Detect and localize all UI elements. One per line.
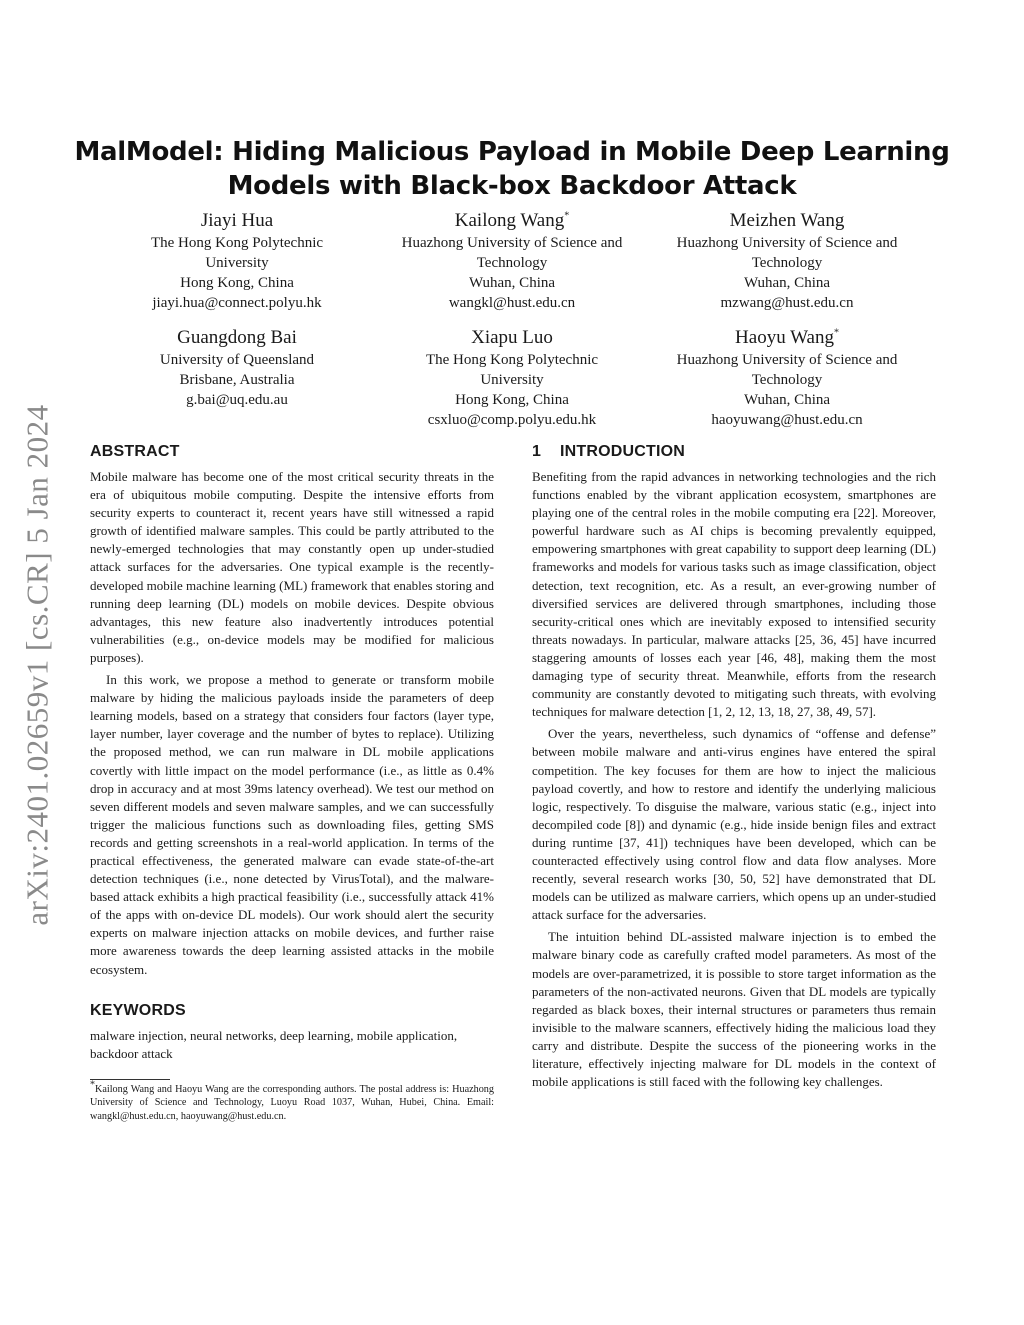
author-location: Brisbane, Australia [179, 372, 295, 388]
author-block [362, 325, 662, 430]
author-email: csxluo@comp.polyu.edu.hk [427, 412, 597, 428]
left-column [90, 442, 494, 1123]
author-affiliation-cont: University [480, 372, 544, 388]
author-affiliation: Huazhong University of Science and [676, 352, 898, 368]
abstract-paragraph: Mobile malware has become one of the most critical security threats in the era of ubiquitous mobile computing. Despite the intensive efforts from security experts to counteract it, recent years have still witnessed a rapid growth of identified malware samples. This could be partly attributed to the newly-emerged technologies that may constantly open up under-studied attack surfaces for the adversaries. One typical example is the recently-developed mobile machine learning (ML) framework that enables storing and running deep learning (DL) models on mobile devices. Despite obvious advantages, this new feature also inadvertently introduces potential vulnerabilities (e.g., on-device models may be modified for malicious purposes). [90, 469, 494, 665]
author-block [637, 325, 937, 430]
author-affiliation: The Hong Kong Polytechnic [425, 352, 599, 368]
author-block [87, 325, 387, 410]
author-email: g.bai@uq.edu.au [186, 392, 288, 408]
author-email: haoyuwang@hust.edu.cn [711, 412, 863, 428]
author-location: Wuhan, China [743, 275, 831, 291]
author-affiliation: The Hong Kong Polytechnic [150, 235, 324, 251]
paper-title: MalModel: Hiding Malicious Payload in Mobile Deep Learning Models with Black-box Backdoor Attack [74, 137, 950, 201]
author-name: Xiapu Luo [471, 327, 553, 348]
author-affiliation-cont: Technology [476, 255, 548, 271]
author-block [87, 208, 387, 313]
author-affiliation-cont: University [205, 255, 269, 271]
intro-paragraph: The intuition behind DL-assisted malware injection is to embed the malware binary code as carefully crafted model parameters. As most of the models are over-parametrized, it is possible to store target information as the parameters of the non-activated neurons. Given that DL models are typically regarded as black boxes, their internal structures or parameters thus remain invisible to the malware scanners, effectively hiding the malicious load they carry and distribute. Despite the success of the pioneering works in the literature, effectively injecting malware for DL models in the context of mobile applications is still faced with the following key challenges. [532, 929, 936, 1090]
author-name: Jiayi Hua [200, 210, 274, 231]
author-location: Wuhan, China [468, 275, 556, 291]
author-name: Kailong Wang* [454, 210, 570, 231]
author-location: Wuhan, China [743, 392, 831, 408]
intro-paragraph: Benefiting from the rapid advances in networking technologies and the rich functions enabled by the vibrant application ecosystem, smartphones are playing one of the central roles in the mobile computing era [22]. Moreover, powerful hardware such as AI chips is becoming prevalently equipped, empowering smartphones with great capability to support deep learning (DL) frameworks and models for various tasks such as image classification, object detection, text recognition, etc. As a result, an ever-growing number of diversified services are delivered through smartphones, including those security-critical ones which are inevitably exposed to intensified security threats nowadays. In particular, malware attacks [25, 36, 45] have incurred staggering amounts of losses each year [46, 48], making them the most damaging type of security threat. Meanwhile, efforts from the research community are constantly devoted to mitigating such threats, with evolving techniques for malware detection [1, 2, 12, 13, 18, 27, 38, 49, 57]. [532, 469, 936, 720]
author-email: wangkl@hust.edu.cn [448, 295, 576, 311]
abstract-paragraph: In this work, we propose a method to generate or transform mobile malware by hiding the malicious payloads inside the parameters of deep learning models, based on a strategy that considers four factors (layer type, layer number, layer coverage and the number of bytes to replace). Utilizing the proposed method, we can run malware in DL mobile applications covertly with little impact on the model performance (i.e., as little as 0.4% drop in accuracy and at most 39ms latency overhead). We test our method on seven different models and seven malware samples, and we can successfully trigger the malicious functions such as downloading files, getting SMS records and getting screenshots in a real-world application. In terms of the practical effectiveness, the generated malware can evade state-of-the-art detection techniques (i.e., none detected by VirusTotal), and the malware-based attack exhibits a high practical feasibility (i.e., successfully attack 41% of the apps with on-device DL models). Our work should alert the security experts on malware injection attacks on mobile devices, and further raise more awareness towards the deep learning assisted attacks in the mobile ecosystem. [90, 672, 494, 977]
author-affiliation: Huazhong University of Science and [676, 235, 898, 251]
author-affiliation: Huazhong University of Science and [401, 235, 623, 251]
author-affiliation-cont: Technology [751, 255, 823, 271]
author-affiliation-cont: Technology [751, 372, 823, 388]
keywords-text: malware injection, neural networks, deep learning, mobile application, backdoor attack [90, 1027, 458, 1061]
author-location: Hong Kong, China [455, 392, 569, 408]
author-block [637, 208, 937, 313]
keywords-heading: KEYWORDS [90, 1001, 186, 1019]
arxiv-identifier [14, 370, 62, 960]
section-title: INTRODUCTION [560, 443, 686, 460]
introduction-heading [532, 442, 936, 462]
section-number: 1 [532, 443, 542, 460]
right-column [532, 442, 936, 1095]
abstract-heading: ABSTRACT [90, 443, 180, 460]
author-block [362, 208, 662, 313]
arxiv-identifier-text: arXiv:2401.02659v1 [cs.CR] 5 Jan 2024 [20, 404, 55, 926]
author-name: Guangdong Bai [177, 327, 297, 348]
author-name: Haoyu Wang* [735, 327, 839, 348]
author-email: mzwang@hust.edu.cn [720, 295, 854, 311]
author-affiliation: University of Queensland [159, 352, 315, 368]
author-email: jiayi.hua@connect.polyu.hk [152, 295, 322, 311]
footnote: *Kailong Wang and Haoyu Wang are the corresponding authors. The postal address is: Huazhong University of Science and Technology, Luoyu Road 1037, Wuhan, Hubei, China. Email: wangkl@hust.edu.cn, haoyuwang@hust.edu.cn. [90, 1079, 494, 1122]
intro-paragraph: Over the years, nevertheless, such dynamics of “offense and defense” between mobile malware and anti-virus engines have entered the spiral competition. The key focuses for them are how to inject the malicious payload covertly, and how to restore and identify the underlying malicious logic, respectively. To disguise the malware, various static (e.g., inject into decompiled code [8]) and dynamic (e.g., hide inside benign files and extract during runtime [37, 41]) techniques have been developed, which can be counteracted effectively using control flow and data flow analyses. More recently, several research works [30, 50, 52] have demonstrated that DL models can be utilized as malware carriers, which opens up an under-studied attack surface for the adversaries. [532, 726, 936, 923]
author-location: Hong Kong, China [180, 275, 294, 291]
author-name: Meizhen Wang [729, 210, 845, 231]
footnote-rule [90, 1079, 170, 1080]
